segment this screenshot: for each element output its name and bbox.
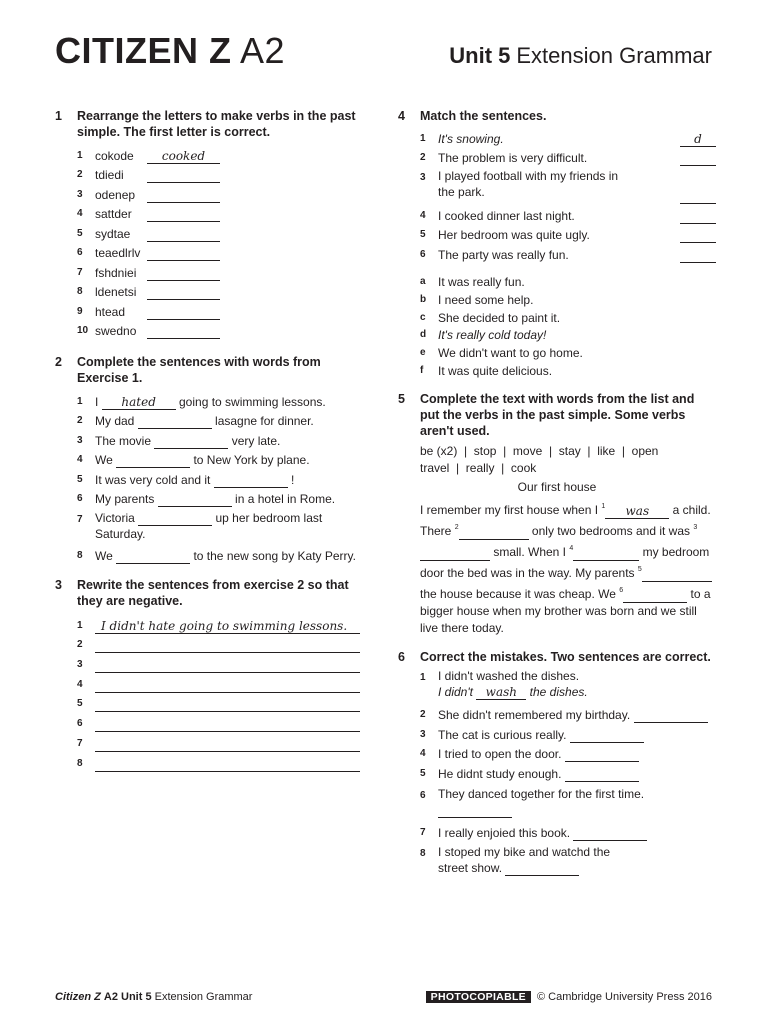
gap-fill-text: I remember my first house when I $^1$ was a child. There $^2$ only two bedrooms and it was $^3$ small. When I $^4$ my bedroom door the bed was in the way. My parents $^5$ the house because it was cheap. We $^6$ to a bigger house when my brother was born and we still live there today. [420,502,711,635]
gap-2[interactable] [459,525,529,540]
list-item: 2 The problem is very difficult. [398,147,716,167]
answer-line[interactable] [95,737,360,752]
match-blank[interactable]: d [680,132,716,147]
list-item: 5 Her bedroom was quite ugly. [398,224,716,244]
exercise-4 [398,108,716,379]
answer-blank[interactable] [154,434,228,449]
answer-line[interactable] [95,678,360,693]
exercise-heading: 4 Match the sentences. [398,109,547,123]
brand-title: CITIZEN Z [55,30,232,71]
answer-line[interactable] [95,638,360,653]
answer-blank[interactable] [147,305,220,320]
exercise-heading: 6 Correct the mistakes. Two sentences are correct. [398,649,711,664]
answer-blank[interactable] [116,549,190,564]
exercise-2 [55,354,360,564]
footer-right: PHOTOCOPIABLE © Cambridge University Press 2016 [426,990,712,1004]
match-blank[interactable] [680,228,716,243]
exercise-3 [55,577,360,772]
list-item: 7 I really enjoied this book. [398,822,716,842]
exercise-6 [398,649,716,879]
exercise-heading: 5 Complete the text with words from the list and put the verbs in the past simple. Some verbs aren't used. [398,391,695,438]
answer-blank[interactable] [570,728,644,743]
list-item: 4 [55,673,360,693]
answer-blank[interactable] [565,767,639,782]
answer-blank[interactable] [438,803,512,818]
list-item: 9 htead [55,300,360,320]
list-item: 2 She didn't remembered my birthday. [398,704,716,724]
list-item: 3 The movie very late. [77,433,281,448]
answer-blank[interactable] [147,188,220,203]
option-item: e We didn't want to go home. [420,345,583,360]
match-blank[interactable] [680,209,716,224]
answer-blank[interactable] [634,708,708,723]
example-item: 1 I didn't washed the dishes. I didn't wash the dishes. [420,668,588,699]
answer-line[interactable] [95,757,360,772]
list-item: 3 The cat is curious really. [398,723,716,743]
right-column [398,108,716,878]
list-item: 6 My parents in a hotel in Rome. [77,492,336,506]
list-item: 3 [55,653,360,673]
answer-blank[interactable] [147,207,220,222]
gap-6[interactable] [623,588,687,603]
option-item: f It was quite delicious. [420,363,553,378]
list-item: 1 I didn't hate going to swimming lessons. [55,614,360,634]
list-item: 6 The party was really fun. [398,243,716,263]
list-item: 1 cokode cooked [55,144,360,164]
list-item: 4 I cooked dinner last night. [398,204,716,224]
answer-blank[interactable] [147,266,220,281]
answer-blank[interactable] [147,168,220,183]
list-item: 6 They danced together for the first time. [398,782,716,822]
exercise-heading: 2 Complete the sentences with words from Exercise 1. [55,355,321,385]
text-title: Our first house [517,479,597,494]
answer-blank[interactable]: hated [102,395,176,410]
answer-blank[interactable] [505,861,579,876]
list-item: 5 It was very cold and it ! [77,472,295,487]
section-name: Extension Grammar [516,43,712,68]
answer-blank[interactable]: wash [476,685,526,700]
exercise-1 [55,108,360,339]
answer-blank[interactable] [147,246,220,261]
match-blank[interactable] [680,248,716,263]
answer-blank[interactable]: cooked [147,149,220,164]
gap-5[interactable] [642,567,712,582]
answer-blank[interactable] [116,453,190,468]
list-item: 6 [55,712,360,732]
list-item: 3 odenep [55,183,360,203]
option-item: d It's really cold today! [420,328,547,343]
answer-blank[interactable] [214,473,288,488]
list-item: 2 [55,634,360,654]
option-item: b I need some help. [420,292,534,307]
unit-number: Unit 5 [449,43,511,68]
list-item: 4 I tried to open the door. [398,743,716,763]
options-list [398,273,716,379]
photocopiable-badge: PHOTOCOPIABLE [426,991,531,1003]
list-item: 1 It's snowing. d [398,127,716,147]
answer-blank[interactable] [147,324,220,339]
answer-blank[interactable] [573,826,647,841]
list-item: 3 I played football with my friends in the park. [398,166,716,204]
list-item: 4 sattder [55,203,360,223]
answer-blank[interactable] [147,227,220,242]
left-column [55,108,360,772]
footer-left: Citizen Z A2 Unit 5 Extension Grammar [55,991,253,1003]
list-item: 2 My dad lasagne for dinner. [77,414,314,428]
option-item: a It was really fun. [420,275,525,290]
list-item: 1 I hated going to swimming lessons. [77,394,326,409]
answer-line[interactable]: I didn't hate going to swimming lessons. [95,619,360,634]
list-item: 5 [55,693,360,713]
exercise-5 [398,391,716,637]
list-item: 6 teaedlrlv [55,242,360,262]
match-blank[interactable] [680,189,716,204]
exercise-heading: 1 Rearrange the letters to make verbs in the past simple. The first letter is correct. [55,109,356,139]
gap-4[interactable] [573,546,639,561]
list-item: 10 swedno [55,320,360,340]
list-item: 8 We to the new song by Katy Perry. [77,549,356,563]
answer-line[interactable] [95,697,360,712]
list-item: 7 Victoria up her bedroom last Saturday. [77,511,323,541]
answer-blank[interactable] [138,511,212,526]
unit-title [449,42,712,70]
list-item: 4 We to New York by plane. [77,453,310,467]
match-blank[interactable] [680,151,716,166]
answer-blank[interactable] [158,492,232,507]
gap-1[interactable]: was [605,504,669,519]
list-item: 5 He didnt study enough. [398,762,716,782]
page-footer [55,990,712,1004]
list-item: 7 fshdniei [55,261,360,281]
answer-blank[interactable] [138,414,212,429]
page-title [55,31,285,71]
list-item: 8 [55,752,360,772]
word-list: be (x2) | stop | move | stay | like | open travel | really | cook [420,443,659,475]
list-item: 5 sydtae [55,222,360,242]
answer-blank[interactable] [147,285,220,300]
level-label: A2 [240,30,286,71]
option-item: c She decided to paint it. [420,310,561,325]
answer-line[interactable] [95,717,360,732]
gap-3[interactable] [420,546,490,561]
answer-line[interactable] [95,658,360,673]
exercise-heading: 3 Rewrite the sentences from exercise 2 so that they are negative. [55,578,349,608]
list-item: 7 [55,732,360,752]
list-item: 2 tdiedi [55,164,360,184]
list-item: 8 I stoped my bike and watchd the street show. [420,845,611,876]
list-item: 8 ldenetsi [55,281,360,301]
answer-blank[interactable] [565,747,639,762]
